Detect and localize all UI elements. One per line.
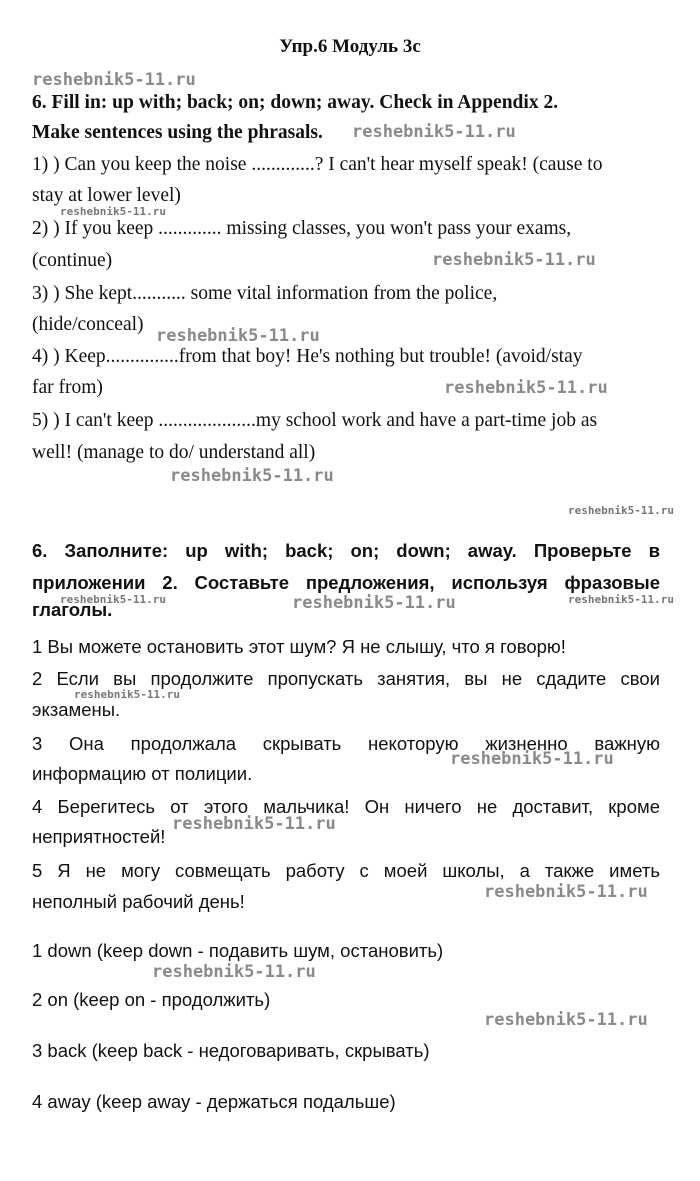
watermark: reshebnik5-11.ru xyxy=(170,466,334,486)
ru-sentence-5-line-1: 5 Я не могу совмещать работу с моей школы, а также иметь xyxy=(32,860,660,881)
ru-sentence-4-line-2: неприятностей! xyxy=(32,826,166,847)
ru-sentence-3-line-2: информацию от полиции. xyxy=(32,763,253,784)
watermark: reshebnik5-11.ru xyxy=(484,882,648,902)
watermark: reshebnik5-11.ru xyxy=(444,378,608,398)
watermark: reshebnik5-11.ru xyxy=(292,593,456,613)
watermark: reshebnik5-11.ru xyxy=(172,814,336,834)
watermark: reshebnik5-11.ru xyxy=(568,504,674,517)
exercise-item-2-line-2: (continue) xyxy=(32,250,113,271)
watermark: reshebnik5-11.ru xyxy=(60,205,166,218)
watermark: reshebnik5-11.ru xyxy=(156,326,320,346)
watermark: reshebnik5-11.ru xyxy=(60,593,166,606)
watermark: reshebnik5-11.ru xyxy=(484,1010,648,1030)
ru-sentence-5-line-2: неполный рабочий день! xyxy=(32,891,245,912)
ru-sentence-1: 1 Вы можете остановить этот шум? Я не слышу, что я говорю! xyxy=(32,636,566,657)
answer-2: 2 on (keep on - продолжить) xyxy=(32,989,271,1010)
watermark: reshebnik5-11.ru xyxy=(568,593,674,606)
ru-task-heading-line-3: глаголы. xyxy=(32,599,113,620)
exercise-item-1-line-2: stay at lower level) xyxy=(32,185,181,206)
exercise-item-4-line-2: far from) xyxy=(32,377,103,398)
ru-sentence-2-line-1: 2 Если вы продолжите пропускать занятия, вы не сдадите свои xyxy=(32,668,660,689)
ru-sentence-2-line-2: экзамены. xyxy=(32,699,121,720)
page-title: Упр.6 Модуль 3с xyxy=(279,36,421,57)
exercise-item-4-line-1: 4) ) Keep...............from that boy! He's nothing but trouble! (avoid/stay xyxy=(32,346,583,367)
ru-task-heading-line-2: приложении 2. Составьте предложения, используя фразовые xyxy=(32,572,660,593)
task-heading-line-2: Make sentences using the phrasals. xyxy=(32,122,323,143)
exercise-item-3-line-1: 3) ) She kept........... some vital information from the police, xyxy=(32,283,498,304)
watermark: reshebnik5-11.ru xyxy=(450,749,614,769)
exercise-item-1-line-1: 1) ) Can you keep the noise .............? I can't hear myself speak! (cause to xyxy=(32,154,603,175)
watermark: reshebnik5-11.ru xyxy=(432,250,596,270)
watermark: reshebnik5-11.ru xyxy=(352,122,516,142)
watermark: reshebnik5-11.ru xyxy=(152,962,316,982)
exercise-item-2-line-1: 2) ) If you keep ............. missing classes, you won't pass your exams, xyxy=(32,218,572,239)
watermark: reshebnik5-11.ru xyxy=(32,70,196,90)
exercise-item-5-line-2: well! (manage to do/ understand all) xyxy=(32,442,316,463)
ru-task-heading-line-1: 6. Заполните: up with; back; on; down; away. Проверьте в xyxy=(32,540,660,561)
ru-sentence-4-line-1: 4 Берегитесь от этого мальчика! Он ничего не доставит, кроме xyxy=(32,796,660,817)
answer-1: 1 down (keep down - подавить шум, остановить) xyxy=(32,940,444,961)
task-heading-line-1: 6. Fill in: up with; back; on; down; away. Check in Appendix 2. xyxy=(32,92,559,113)
answer-4: 4 away (keep away - держаться подальше) xyxy=(32,1091,396,1112)
watermark: reshebnik5-11.ru xyxy=(74,688,180,701)
ru-sentence-3-line-1: 3 Она продолжала скрывать некоторую жизненно важную xyxy=(32,733,660,754)
answer-3: 3 back (keep back - недоговаривать, скрывать) xyxy=(32,1040,430,1061)
exercise-item-5-line-1: 5) ) I can't keep ....................my school work and have a part-time job as xyxy=(32,410,598,431)
exercise-item-3-line-2: (hide/conceal) xyxy=(32,314,144,335)
